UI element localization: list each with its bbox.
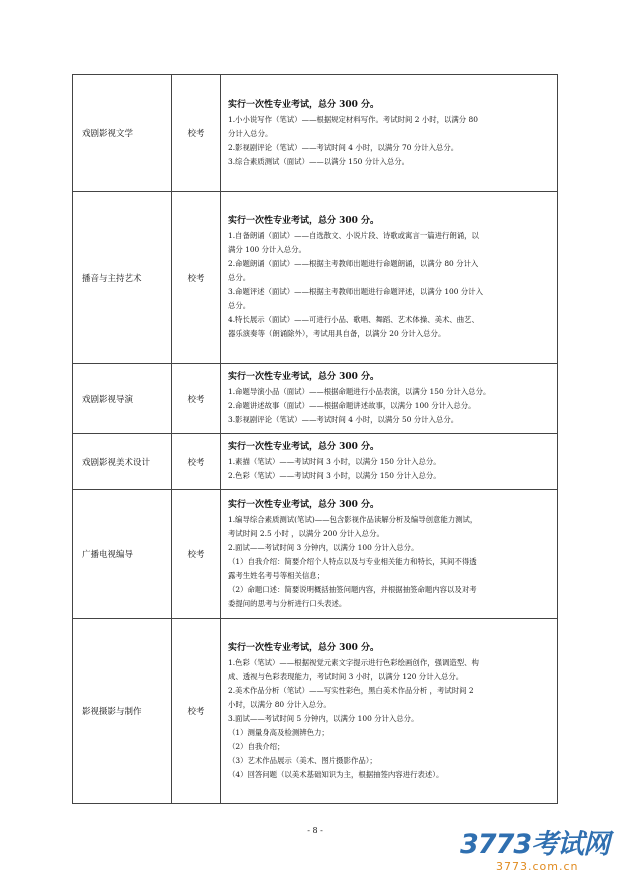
table-row [73,75,558,192]
exam-detail-line: 2.命题朗诵（面试）——根据主考教师出题进行命题朗诵，以满分 80 分计入 [228,259,479,268]
exam-detail-line: 成、透视与色彩表现能力，考试时间 3 小时，以满分 120 分计入总分。 [228,671,464,681]
exam-detail-line: （3）艺术作品展示（美术、图片摄影作品）； [228,755,377,765]
table-row [73,364,558,434]
exam-detail-line: 露考生姓名考号等相关信息； [228,570,325,580]
document-page [72,74,556,804]
exam-type-cell: 校考 [172,434,221,490]
major-name-cell: 戏剧影视美术设计 [73,434,172,490]
exam-detail-line: 委提问的思考与分析进行口头表述。 [228,598,347,608]
exam-detail-line: 2.命题讲述故事（面试）——根据命题讲述故事，以满分 100 分计入总分。 [228,401,476,410]
table-row [73,192,558,364]
major-name-cell: 戏剧影视导演 [73,364,172,434]
exam-summary-heading: 实行一次性专业考试，总分 300 分。 [228,99,380,110]
exam-summary-heading: 实行一次性专业考试，总分 300 分。 [228,499,380,510]
exam-detail-line: 1.自备朗诵（面试）——自选散文、小说片段、诗歌或寓言一篇进行朗诵，以 [228,231,479,240]
exam-detail-line: 2.美术作品分析（笔试）——写实性彩色，黑白美术作品分析 ，考试时间 2 [228,685,474,695]
exam-table [72,74,558,804]
table-row [73,490,558,619]
watermark-logo: 3773考试网 [460,829,610,860]
exam-detail-line: （2）自我介绍； [228,741,285,751]
exam-type-cell: 校考 [172,490,221,619]
exam-detail-line: 3.命题评述（面试）——根据主考教师出题进行命题评述，以满分 100 分计入 [228,287,483,296]
major-name-cell: 影视摄影与制作 [73,619,172,804]
exam-detail-cell [221,490,558,619]
exam-detail-line: 总分。 [228,301,251,310]
exam-type-cell: 校考 [172,364,221,434]
major-name-cell: 广播电视编导 [73,490,172,619]
exam-type-cell: 校考 [172,192,221,364]
exam-detail-line: （1）测量身高及检测辨色力； [228,727,329,737]
exam-detail-line: 考试时间 2.5 小时 ，以满分 200 分计入总分。 [228,528,384,538]
exam-summary-heading: 实行一次性专业考试，总分 300 分。 [228,442,380,452]
exam-detail-line: 满分 100 分计入总分。 [228,245,306,254]
table-row [73,619,558,804]
exam-detail-line: 1.命题导演小品（面试）——根据命题进行小品表演，以满分 150 分计入总分。 [228,387,491,396]
exam-detail-line: 2.影视剧评论（笔试）——考试时间 4 小时，以满分 70 分计入总分。 [228,142,459,152]
exam-summary-heading: 实行一次性专业考试，总分 300 分。 [228,216,380,226]
exam-detail-cell [221,192,558,364]
exam-detail-line: （4）回答问题（以美术基础知识为主，根据抽签内容进行表述）。 [228,769,444,779]
page-number: - 8 - [307,826,323,835]
table-row [73,434,558,490]
exam-detail-line: 1.小小说写作（笔试）——根据规定材料写作。考试时间 2 小时，以满分 80 [228,114,478,124]
exam-detail-line: 2.面试——考试时间 3 分钟内，以满分 100 分计入总分。 [228,542,419,552]
exam-detail-cell [221,619,558,804]
exam-summary-heading: 实行一次性专业考试，总分 300 分。 [228,372,380,382]
exam-detail-line: 3.影视剧评论（笔试）——考试时间 4 小时，以满分 50 分计入总分。 [228,415,459,424]
exam-detail-line: 3.综合素质测试（面试）——以满分 150 分计入总分。 [228,156,410,166]
exam-detail-line: 1.编导综合素质测试(笔试)——包含影视作品读解分析及编导创意能力测试， [228,514,478,524]
exam-summary-heading: 实行一次性专业考试，总分 300 分。 [228,642,380,653]
exam-type-cell: 校考 [172,619,221,804]
exam-detail-line: 3.面试——考试时间 5 分钟内，以满分 100 分计入总分。 [228,713,419,723]
exam-detail-cell [221,434,558,490]
major-name-cell: 播音与主持艺术 [73,192,172,364]
exam-detail-line: 2.色彩（笔试）——考试时间 3 小时，以满分 150 分计入总分。 [228,471,441,480]
site-watermark [460,820,620,880]
exam-type-cell: 校考 [172,75,221,192]
exam-detail-line: （2）命题口述：简要说明概括抽签问题内容，并根据抽签命题内容以及对考 [228,584,477,594]
exam-detail-line: 4.特长展示（面试）——可进行小品、歌唱、舞蹈、艺术体操、美术、曲艺、 [228,315,479,324]
exam-detail-line: 1.素描（笔试）——考试时间 3 小时，以满分 150 分计入总分。 [228,457,441,466]
exam-detail-line: 总分。 [228,273,251,282]
exam-detail-line: 分计入总分。 [228,128,273,138]
watermark-url: 3773.com.cn [496,860,579,873]
exam-detail-cell [221,364,558,434]
exam-detail-line: （1）自我介绍：简要介绍个人特点以及与专业相关能力和特长，其间不得透 [228,556,477,566]
exam-detail-cell [221,75,558,192]
major-name-cell: 戏剧影视文学 [73,75,172,192]
exam-detail-line: 1.色彩（笔试）——根据视觉元素文字提示进行色彩绘画创作，强调造型、构 [228,657,479,667]
exam-detail-line: 小时，以满分 80 分计入总分。 [228,699,331,709]
exam-detail-line: 器乐演奏等（朗诵除外），考试用具自备，以满分 20 分计入总分。 [228,329,446,338]
